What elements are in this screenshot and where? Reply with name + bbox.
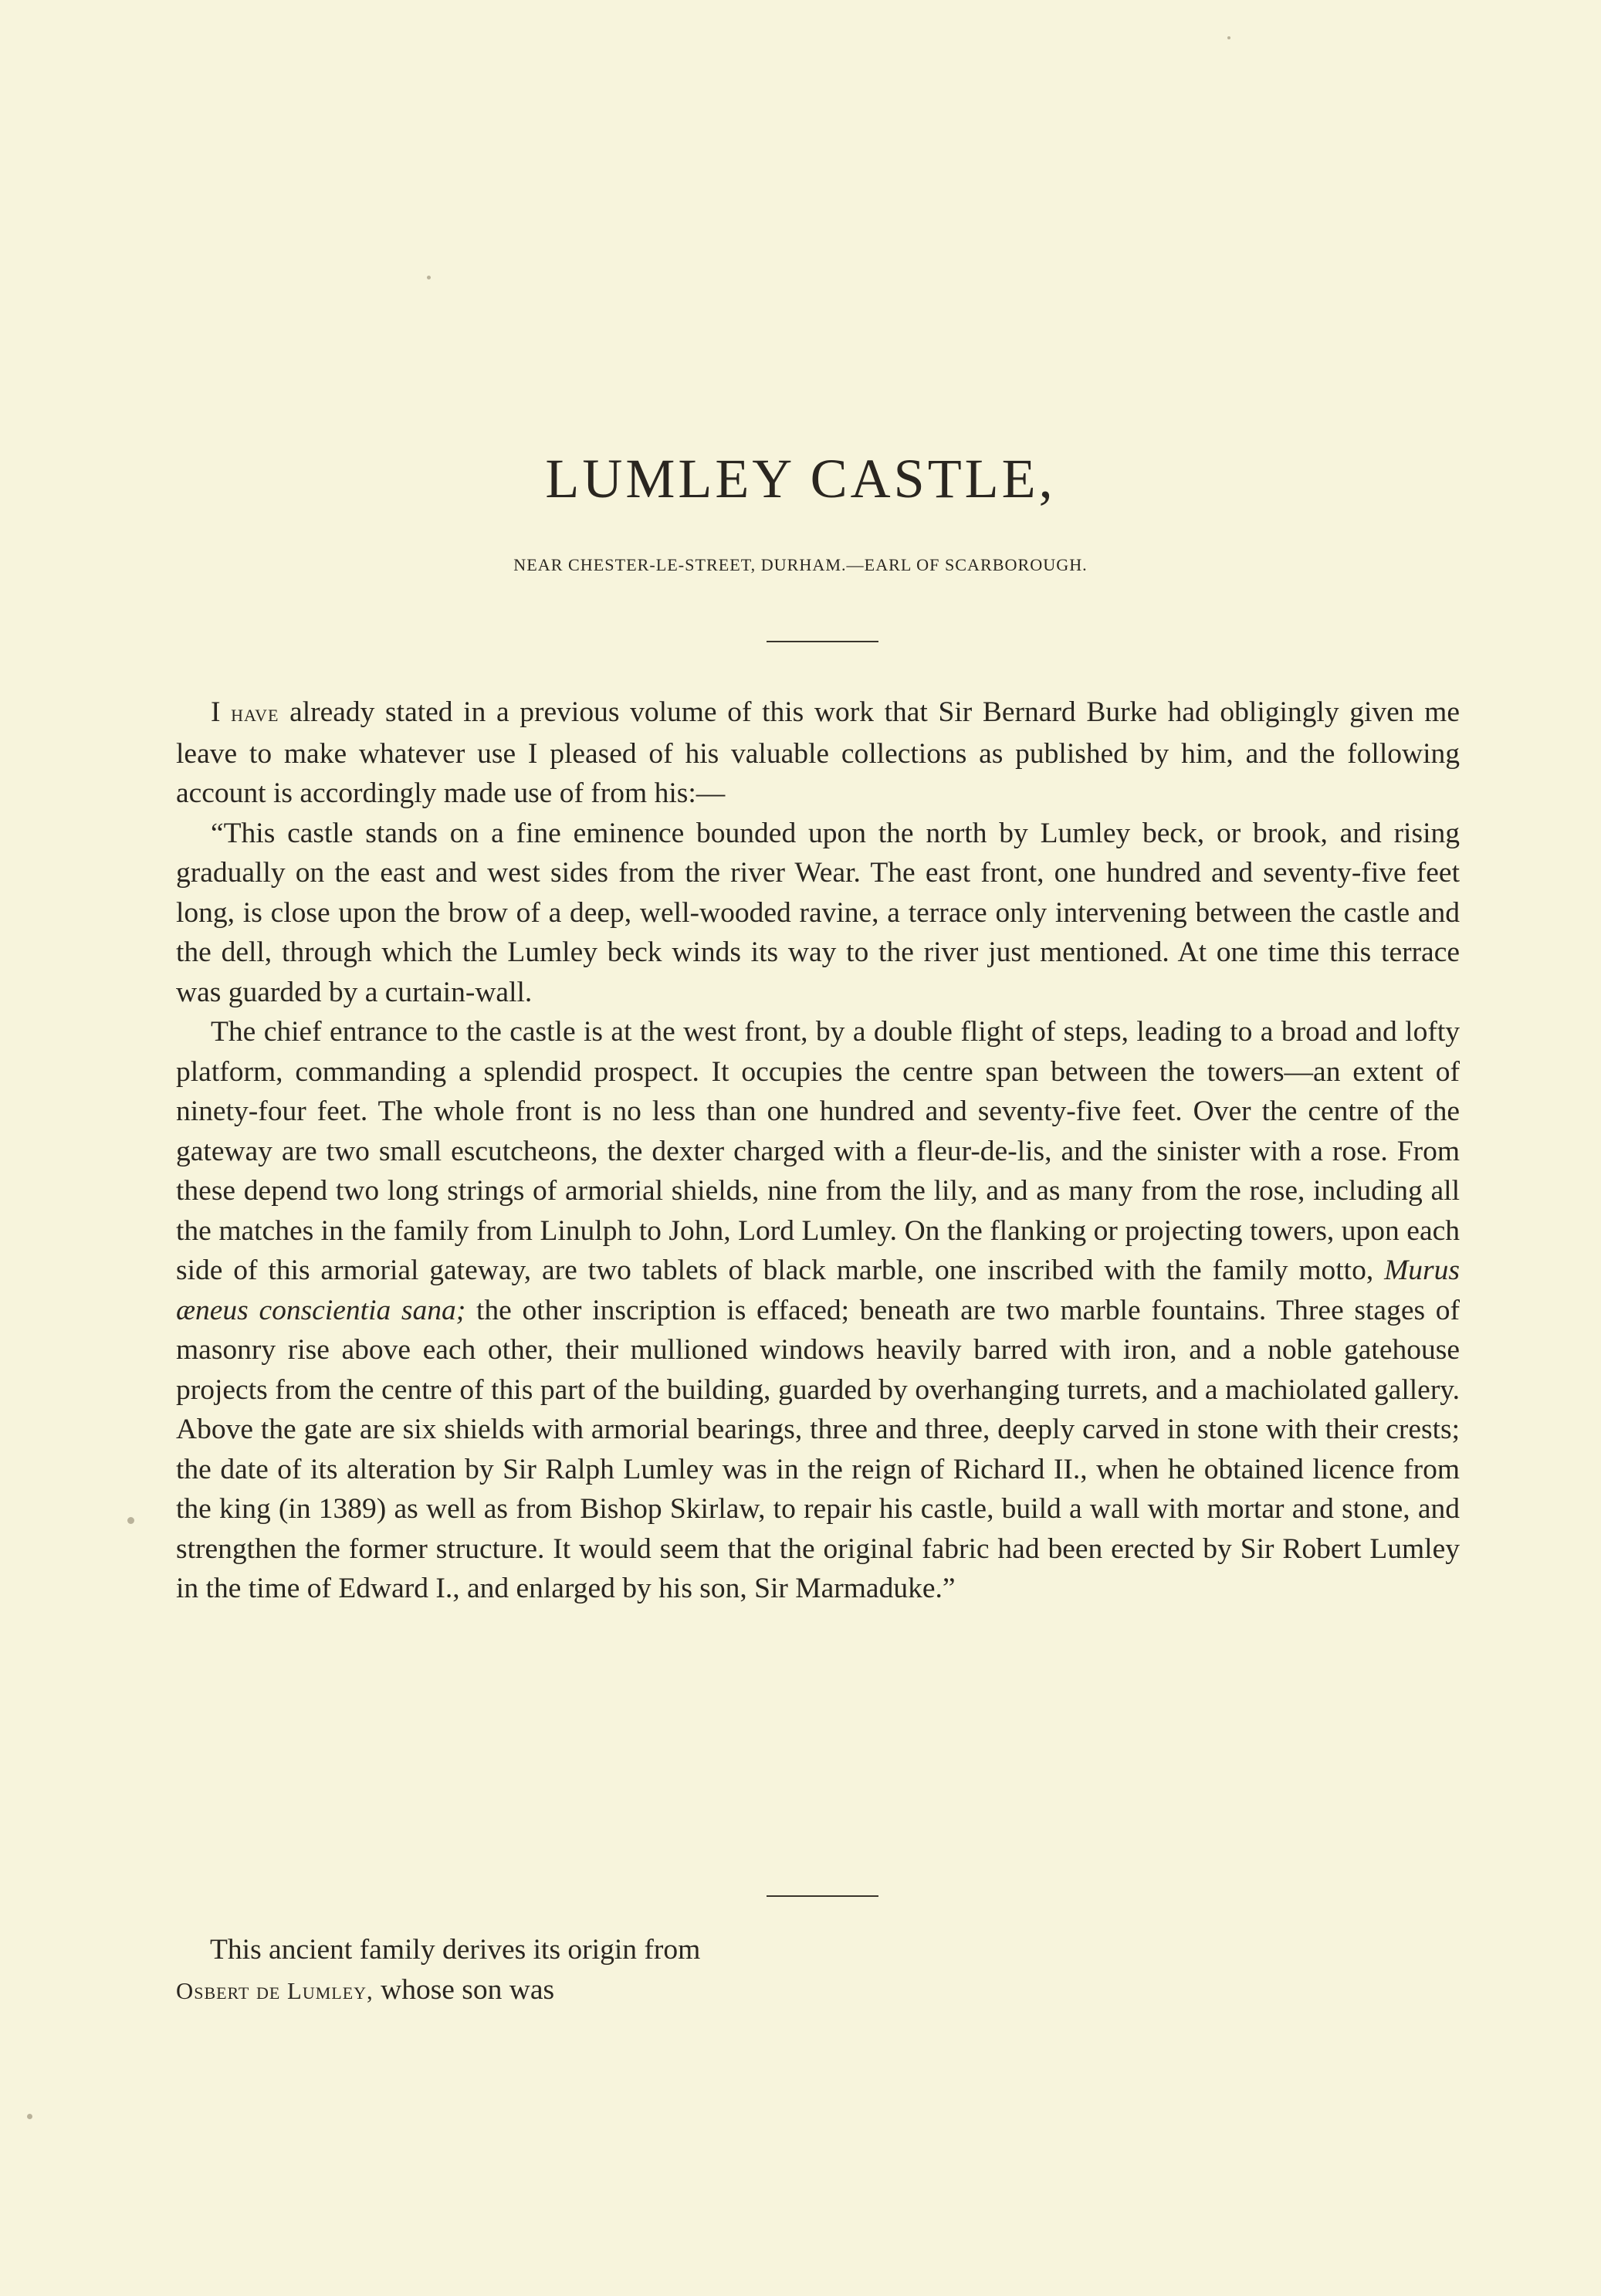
subtitle-text: NEAR CHESTER-LE-STREET, DURHAM.—EARL OF SCARBOROUGH. (513, 555, 1088, 574)
page-subtitle (0, 550, 1601, 579)
page-title: LUMLEY CASTLE, (545, 448, 1056, 510)
drop-initial: I (211, 696, 221, 728)
paragraph-entrance (176, 1012, 1460, 1609)
small-caps-word: have (231, 700, 279, 726)
lineage-line-2-text: whose son was (373, 1973, 555, 2006)
lineage-line-2 (176, 1970, 700, 2012)
paragraph-intro (176, 693, 1460, 814)
paper-speck (127, 1517, 134, 1524)
paragraph-intro-text: already stated in a previous volume of this work that Sir Bernard Burke had obligingly given me leave to make whatever use I pleased of his valuable collections as published by him, and the following account is accordingly made use of from his:— (176, 696, 1460, 809)
ancestor-name: Osbert de Lumley, (176, 1977, 374, 2004)
family-motto: Murus æneus conscientia sana; (176, 1255, 1460, 1326)
paragraph-castle-site: “This castle stands on a fine eminence bounded upon the north by Lumley beck, or brook, and rising gradually on the east and west sides from the river Wear. The east front, one hundred and seventy-five feet long, is close upon the brow of a deep, well-wooded ravine, a terrace only intervening between the castle and the dell, through which the Lumley beck winds its way to the river just mentioned. At one time this terrace was guarded by a curtain-wall. (176, 817, 1460, 1008)
paper-speck (1227, 36, 1230, 39)
lineage-line-1: This ancient family derives its origin from (210, 1934, 701, 1966)
paper-speck (27, 2114, 32, 2119)
section-divider (767, 1895, 878, 1897)
main-text (176, 693, 1460, 1609)
paragraph-entrance-text-b: the other inscription is effaced; beneath are two marble fountains. Three stages of masonry rise above each other, their mullioned windows heavily barred with iron, and a noble gatehouse projects from the centre of this part of the building, guarded by overhanging turrets, and a machiolated gallery. Above the gate are six shields with armorial bearings, three and three, deeply carved in stone with their crests; the date of its alteration by Sir Ralph Lumley was in the reign of Richard II., when he obtained licence from the king (in 1389) as well as from Bishop Skirlaw, to repair his castle, build a wall with mortar and stone, and strengthen the former structure. It would seem that the original fabric had been erected by Sir Robert Lumley in the time of Edward I., and enlarged by his son, Sir Marmaduke.” (176, 1294, 1460, 1604)
paper-speck (427, 276, 431, 279)
paragraph-entrance-text-a: The chief entrance to the castle is at the west front, by a double flight of steps, leading to a broad and lofty platform, commanding a splendid prospect. It occupies the centre span between the towers—an extent of ninety-four feet. The whole front is no less than one hundred and seventy-five feet. Over the centre of the gateway are two small escutcheons, the dexter charged with a fleur-de-lis, and the sinister with a rose. From these depend two long strings of armorial shields, nine from the lily, and as many from the rose, including all the matches in the family from Linulph to John, Lord Lumley. On the flanking or projecting towers, upon each side of this armorial gateway, are two tablets of black marble, one inscribed with the family motto, (176, 1016, 1460, 1286)
lineage-section (176, 1930, 701, 2011)
title-divider (767, 641, 878, 642)
